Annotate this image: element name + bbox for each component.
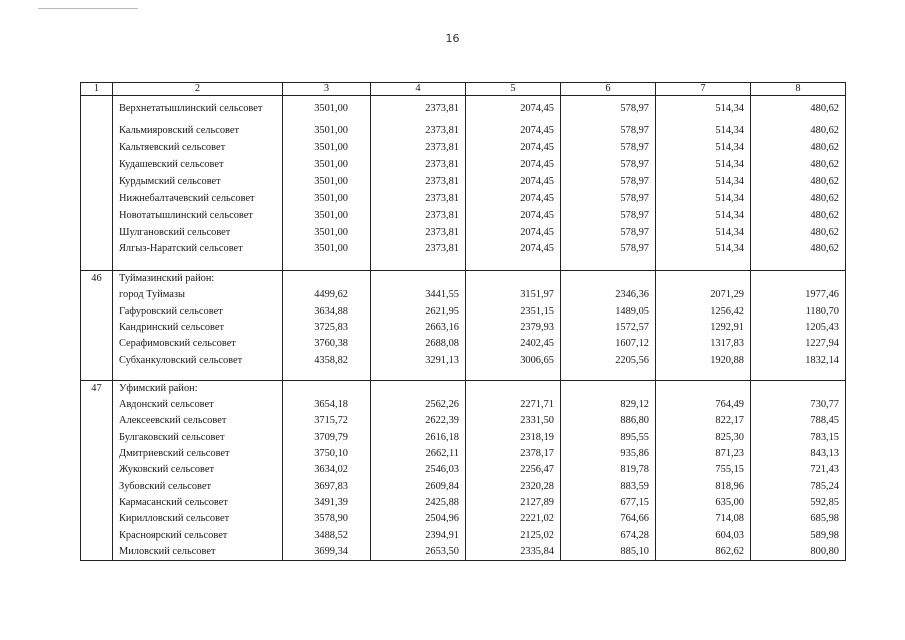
value-cell: 480,62 xyxy=(751,191,846,208)
spacer-cell xyxy=(561,369,656,381)
municipality-name-cell: Миловский сельсовет xyxy=(113,544,283,561)
spacer-cell xyxy=(656,258,751,271)
district-group xyxy=(81,271,846,381)
value-cell: 514,34 xyxy=(656,96,751,124)
value-cell: 3760,38 xyxy=(283,336,371,352)
spacer-cell xyxy=(656,369,751,381)
row-number-cell xyxy=(81,157,113,174)
table-row xyxy=(81,191,846,208)
value-cell: 514,34 xyxy=(656,224,751,241)
row-number-cell xyxy=(81,174,113,191)
value-cell: 3501,00 xyxy=(283,224,371,241)
table-row xyxy=(81,414,846,430)
value-cell: 592,85 xyxy=(751,495,846,511)
value-cell: 843,13 xyxy=(751,446,846,462)
value-cell: 2373,81 xyxy=(371,157,466,174)
column-header: 4 xyxy=(371,83,466,96)
value-cell: 578,97 xyxy=(561,96,656,124)
row-number-cell xyxy=(81,224,113,241)
value-cell: 862,62 xyxy=(656,544,751,561)
table-row xyxy=(81,241,846,258)
table-row xyxy=(81,336,846,352)
value-cell: 1572,57 xyxy=(561,320,656,336)
value-cell: 480,62 xyxy=(751,241,846,258)
value-cell: 822,17 xyxy=(656,414,751,430)
value-cell: 3501,00 xyxy=(283,157,371,174)
spacer-cell xyxy=(371,369,466,381)
value-cell: 2546,03 xyxy=(371,462,466,478)
value-cell: 2074,45 xyxy=(466,207,561,224)
value-cell: 514,34 xyxy=(656,123,751,140)
value-cell: 514,34 xyxy=(656,241,751,258)
value-cell: 2318,19 xyxy=(466,430,561,446)
value-cell: 480,62 xyxy=(751,224,846,241)
spacer-cell xyxy=(81,369,113,381)
value-cell: 578,97 xyxy=(561,123,656,140)
value-cell: 4499,62 xyxy=(283,287,371,303)
municipality-name-cell: Серафимовский сельсовет xyxy=(113,336,283,352)
table-row xyxy=(81,397,846,413)
table-row xyxy=(81,224,846,241)
value-cell: 1489,05 xyxy=(561,304,656,320)
value-cell: 3750,10 xyxy=(283,446,371,462)
table-row xyxy=(81,479,846,495)
value-cell: 2125,02 xyxy=(466,528,561,544)
value-cell: 2127,89 xyxy=(466,495,561,511)
municipality-name-cell: Гафуровский сельсовет xyxy=(113,304,283,320)
value-cell: 3501,00 xyxy=(283,96,371,124)
municipality-name-cell: Жуковский сельсовет xyxy=(113,462,283,478)
value-cell: 2074,45 xyxy=(466,241,561,258)
value-cell: 578,97 xyxy=(561,174,656,191)
value-cell: 3501,00 xyxy=(283,174,371,191)
value-cell: 1180,70 xyxy=(751,304,846,320)
municipality-name-cell: Курдымский сельсовет xyxy=(113,174,283,191)
value-cell: 514,34 xyxy=(656,174,751,191)
spacer-cell xyxy=(371,258,466,271)
spacer-cell xyxy=(283,258,371,271)
district-group xyxy=(81,96,846,271)
value-cell: 2662,11 xyxy=(371,446,466,462)
value-cell: 2394,91 xyxy=(371,528,466,544)
column-header: 2 xyxy=(113,83,283,96)
municipality-name-cell: Ялгыз-Наратский сельсовет xyxy=(113,241,283,258)
value-cell: 1292,91 xyxy=(656,320,751,336)
value-cell: 883,59 xyxy=(561,479,656,495)
value-cell: 480,62 xyxy=(751,140,846,157)
table-row xyxy=(81,271,846,288)
page-number: 16 xyxy=(445,32,460,45)
municipality-name-cell: Кирилловский сельсовет xyxy=(113,511,283,527)
column-header: 3 xyxy=(283,83,371,96)
spacer-cell xyxy=(113,369,283,381)
municipality-name-cell: город Туймазы xyxy=(113,287,283,303)
value-cell: 2663,16 xyxy=(371,320,466,336)
value-cell: 3709,79 xyxy=(283,430,371,446)
value-cell: 764,66 xyxy=(561,511,656,527)
value-cell: 2074,45 xyxy=(466,191,561,208)
value-cell: 2071,29 xyxy=(656,287,751,303)
value-cell: 2373,81 xyxy=(371,191,466,208)
municipality-name-cell: Красноярский сельсовет xyxy=(113,528,283,544)
value-cell: 3715,72 xyxy=(283,414,371,430)
column-number-row xyxy=(81,83,846,96)
row-number-cell xyxy=(81,511,113,527)
spacer-cell xyxy=(561,258,656,271)
spacer-cell xyxy=(751,258,846,271)
value-cell: 578,97 xyxy=(561,224,656,241)
value-cell xyxy=(466,271,561,288)
value-cell: 871,23 xyxy=(656,446,751,462)
value-cell: 2504,96 xyxy=(371,511,466,527)
row-number-cell xyxy=(81,241,113,258)
municipality-name-cell: Зубовский сельсовет xyxy=(113,479,283,495)
value-cell: 885,10 xyxy=(561,544,656,561)
value-cell: 2331,50 xyxy=(466,414,561,430)
row-number-cell: 47 xyxy=(81,380,113,397)
value-cell: 578,97 xyxy=(561,207,656,224)
value-cell: 3697,83 xyxy=(283,479,371,495)
spacer-cell xyxy=(466,369,561,381)
value-cell: 785,24 xyxy=(751,479,846,495)
row-number-cell xyxy=(81,287,113,303)
spacer-row xyxy=(81,258,846,271)
value-cell: 1607,12 xyxy=(561,336,656,352)
value-cell: 755,15 xyxy=(656,462,751,478)
value-cell: 2688,08 xyxy=(371,336,466,352)
value-cell: 2562,26 xyxy=(371,397,466,413)
value-cell: 788,45 xyxy=(751,414,846,430)
value-cell: 2373,81 xyxy=(371,123,466,140)
row-number-cell xyxy=(81,528,113,544)
value-cell: 480,62 xyxy=(751,174,846,191)
value-cell: 2256,47 xyxy=(466,462,561,478)
value-cell: 1920,88 xyxy=(656,353,751,369)
value-cell: 514,34 xyxy=(656,191,751,208)
row-number-cell xyxy=(81,191,113,208)
column-header: 7 xyxy=(656,83,751,96)
row-number-cell: 46 xyxy=(81,271,113,288)
municipality-name-cell: Субханкуловский сельсовет xyxy=(113,353,283,369)
value-cell: 2379,93 xyxy=(466,320,561,336)
value-cell: 886,80 xyxy=(561,414,656,430)
value-cell: 1317,83 xyxy=(656,336,751,352)
column-header: 1 xyxy=(81,83,113,96)
table-row xyxy=(81,353,846,369)
value-cell: 2609,84 xyxy=(371,479,466,495)
value-cell: 3578,90 xyxy=(283,511,371,527)
value-cell: 2373,81 xyxy=(371,174,466,191)
value-cell: 514,34 xyxy=(656,207,751,224)
value-cell: 2074,45 xyxy=(466,224,561,241)
value-cell: 677,15 xyxy=(561,495,656,511)
column-header: 6 xyxy=(561,83,656,96)
municipality-name-cell: Верхнетатышлинский сельсовет xyxy=(113,96,283,124)
spacer-cell xyxy=(81,258,113,271)
value-cell: 2373,81 xyxy=(371,96,466,124)
tariff-table xyxy=(80,82,846,561)
value-cell: 2621,95 xyxy=(371,304,466,320)
spacer-cell xyxy=(751,369,846,381)
municipality-name-cell: Булгаковский сельсовет xyxy=(113,430,283,446)
municipality-name-cell: Авдонский сельсовет xyxy=(113,397,283,413)
value-cell: 721,43 xyxy=(751,462,846,478)
table-row xyxy=(81,320,846,336)
value-cell: 3699,34 xyxy=(283,544,371,561)
table-row xyxy=(81,528,846,544)
value-cell: 578,97 xyxy=(561,241,656,258)
value-cell: 3291,13 xyxy=(371,353,466,369)
district-group xyxy=(81,380,846,560)
row-number-cell xyxy=(81,397,113,413)
value-cell: 2320,28 xyxy=(466,479,561,495)
value-cell: 589,98 xyxy=(751,528,846,544)
row-number-cell xyxy=(81,544,113,561)
value-cell: 480,62 xyxy=(751,157,846,174)
row-number-cell xyxy=(81,304,113,320)
value-cell: 3441,55 xyxy=(371,287,466,303)
row-number-cell xyxy=(81,336,113,352)
value-cell: 783,15 xyxy=(751,430,846,446)
municipality-name-cell: Кальмияровский сельсовет xyxy=(113,123,283,140)
value-cell: 578,97 xyxy=(561,191,656,208)
value-cell xyxy=(283,271,371,288)
value-cell: 3501,00 xyxy=(283,140,371,157)
value-cell: 935,86 xyxy=(561,446,656,462)
value-cell: 2074,45 xyxy=(466,174,561,191)
value-cell: 2074,45 xyxy=(466,123,561,140)
value-cell: 3725,83 xyxy=(283,320,371,336)
value-cell: 3488,52 xyxy=(283,528,371,544)
municipality-name-cell: Шулгановский сельсовет xyxy=(113,224,283,241)
value-cell: 818,96 xyxy=(656,479,751,495)
row-number-cell xyxy=(81,414,113,430)
value-cell: 2221,02 xyxy=(466,511,561,527)
value-cell: 2373,81 xyxy=(371,241,466,258)
spacer-row xyxy=(81,369,846,381)
municipality-name-cell: Кармасанский сельсовет xyxy=(113,495,283,511)
value-cell: 2378,17 xyxy=(466,446,561,462)
value-cell xyxy=(751,380,846,397)
value-cell: 764,49 xyxy=(656,397,751,413)
value-cell: 3654,18 xyxy=(283,397,371,413)
row-number-cell xyxy=(81,495,113,511)
value-cell: 674,28 xyxy=(561,528,656,544)
row-number-cell xyxy=(81,462,113,478)
table-row xyxy=(81,140,846,157)
table-row xyxy=(81,207,846,224)
municipality-name-cell: Нижнебалтачевский сельсовет xyxy=(113,191,283,208)
spacer-cell xyxy=(466,258,561,271)
value-cell xyxy=(561,271,656,288)
value-cell: 3006,65 xyxy=(466,353,561,369)
value-cell: 578,97 xyxy=(561,140,656,157)
table-row xyxy=(81,174,846,191)
value-cell: 819,78 xyxy=(561,462,656,478)
municipality-name-cell: Кальтяевский сельсовет xyxy=(113,140,283,157)
municipality-name-cell: Алексеевский сельсовет xyxy=(113,414,283,430)
row-number-cell xyxy=(81,446,113,462)
value-cell: 800,80 xyxy=(751,544,846,561)
value-cell: 4358,82 xyxy=(283,353,371,369)
value-cell: 2373,81 xyxy=(371,207,466,224)
municipality-name-cell: Туймазинский район: xyxy=(113,271,283,288)
value-cell: 2616,18 xyxy=(371,430,466,446)
table-row xyxy=(81,495,846,511)
value-cell: 3501,00 xyxy=(283,241,371,258)
value-cell: 1227,94 xyxy=(751,336,846,352)
value-cell xyxy=(561,380,656,397)
table-row xyxy=(81,446,846,462)
table-row xyxy=(81,304,846,320)
value-cell: 480,62 xyxy=(751,96,846,124)
value-cell: 1832,14 xyxy=(751,353,846,369)
table-row xyxy=(81,430,846,446)
value-cell: 2205,56 xyxy=(561,353,656,369)
value-cell: 2622,39 xyxy=(371,414,466,430)
value-cell: 2351,15 xyxy=(466,304,561,320)
value-cell xyxy=(751,271,846,288)
value-cell: 3501,00 xyxy=(283,191,371,208)
row-number-cell xyxy=(81,479,113,495)
value-cell: 2074,45 xyxy=(466,96,561,124)
value-cell: 2373,81 xyxy=(371,224,466,241)
row-number-cell xyxy=(81,320,113,336)
column-header: 5 xyxy=(466,83,561,96)
value-cell: 714,08 xyxy=(656,511,751,527)
table-row xyxy=(81,287,846,303)
value-cell: 2373,81 xyxy=(371,140,466,157)
value-cell: 3634,88 xyxy=(283,304,371,320)
table-row xyxy=(81,123,846,140)
value-cell: 2425,88 xyxy=(371,495,466,511)
municipality-name-cell: Кудашевский сельсовет xyxy=(113,157,283,174)
spacer-cell xyxy=(283,369,371,381)
value-cell: 2346,36 xyxy=(561,287,656,303)
value-cell: 578,97 xyxy=(561,157,656,174)
value-cell: 604,03 xyxy=(656,528,751,544)
value-cell: 1205,43 xyxy=(751,320,846,336)
value-cell: 2074,45 xyxy=(466,157,561,174)
value-cell: 685,98 xyxy=(751,511,846,527)
table-row xyxy=(81,380,846,397)
value-cell: 2074,45 xyxy=(466,140,561,157)
municipality-name-cell: Новотатышлинский сельсовет xyxy=(113,207,283,224)
spacer-cell xyxy=(113,258,283,271)
row-number-cell xyxy=(81,207,113,224)
row-number-cell xyxy=(81,123,113,140)
value-cell: 3491,39 xyxy=(283,495,371,511)
value-cell xyxy=(466,380,561,397)
value-cell: 635,00 xyxy=(656,495,751,511)
value-cell: 1977,46 xyxy=(751,287,846,303)
value-cell: 1256,42 xyxy=(656,304,751,320)
value-cell: 2653,50 xyxy=(371,544,466,561)
value-cell: 829,12 xyxy=(561,397,656,413)
value-cell: 2402,45 xyxy=(466,336,561,352)
table-row xyxy=(81,157,846,174)
value-cell xyxy=(656,271,751,288)
value-cell: 514,34 xyxy=(656,157,751,174)
table-row xyxy=(81,462,846,478)
row-number-cell xyxy=(81,96,113,124)
value-cell xyxy=(283,380,371,397)
value-cell: 895,55 xyxy=(561,430,656,446)
value-cell: 3634,02 xyxy=(283,462,371,478)
column-header: 8 xyxy=(751,83,846,96)
value-cell xyxy=(656,380,751,397)
municipality-name-cell: Уфимский район: xyxy=(113,380,283,397)
value-cell: 514,34 xyxy=(656,140,751,157)
value-cell: 2335,84 xyxy=(466,544,561,561)
row-number-cell xyxy=(81,430,113,446)
table-row xyxy=(81,544,846,561)
value-cell: 825,30 xyxy=(656,430,751,446)
value-cell xyxy=(371,380,466,397)
value-cell: 730,77 xyxy=(751,397,846,413)
table-row xyxy=(81,96,846,124)
municipality-name-cell: Кандринский сельсовет xyxy=(113,320,283,336)
value-cell: 3501,00 xyxy=(283,207,371,224)
value-cell: 3151,97 xyxy=(466,287,561,303)
scan-artifact-line xyxy=(38,8,138,9)
value-cell: 480,62 xyxy=(751,123,846,140)
row-number-cell xyxy=(81,140,113,157)
municipality-name-cell: Дмитриевский сельсовет xyxy=(113,446,283,462)
value-cell xyxy=(371,271,466,288)
value-cell: 3501,00 xyxy=(283,123,371,140)
value-cell: 2271,71 xyxy=(466,397,561,413)
value-cell: 480,62 xyxy=(751,207,846,224)
table-row xyxy=(81,511,846,527)
row-number-cell xyxy=(81,353,113,369)
